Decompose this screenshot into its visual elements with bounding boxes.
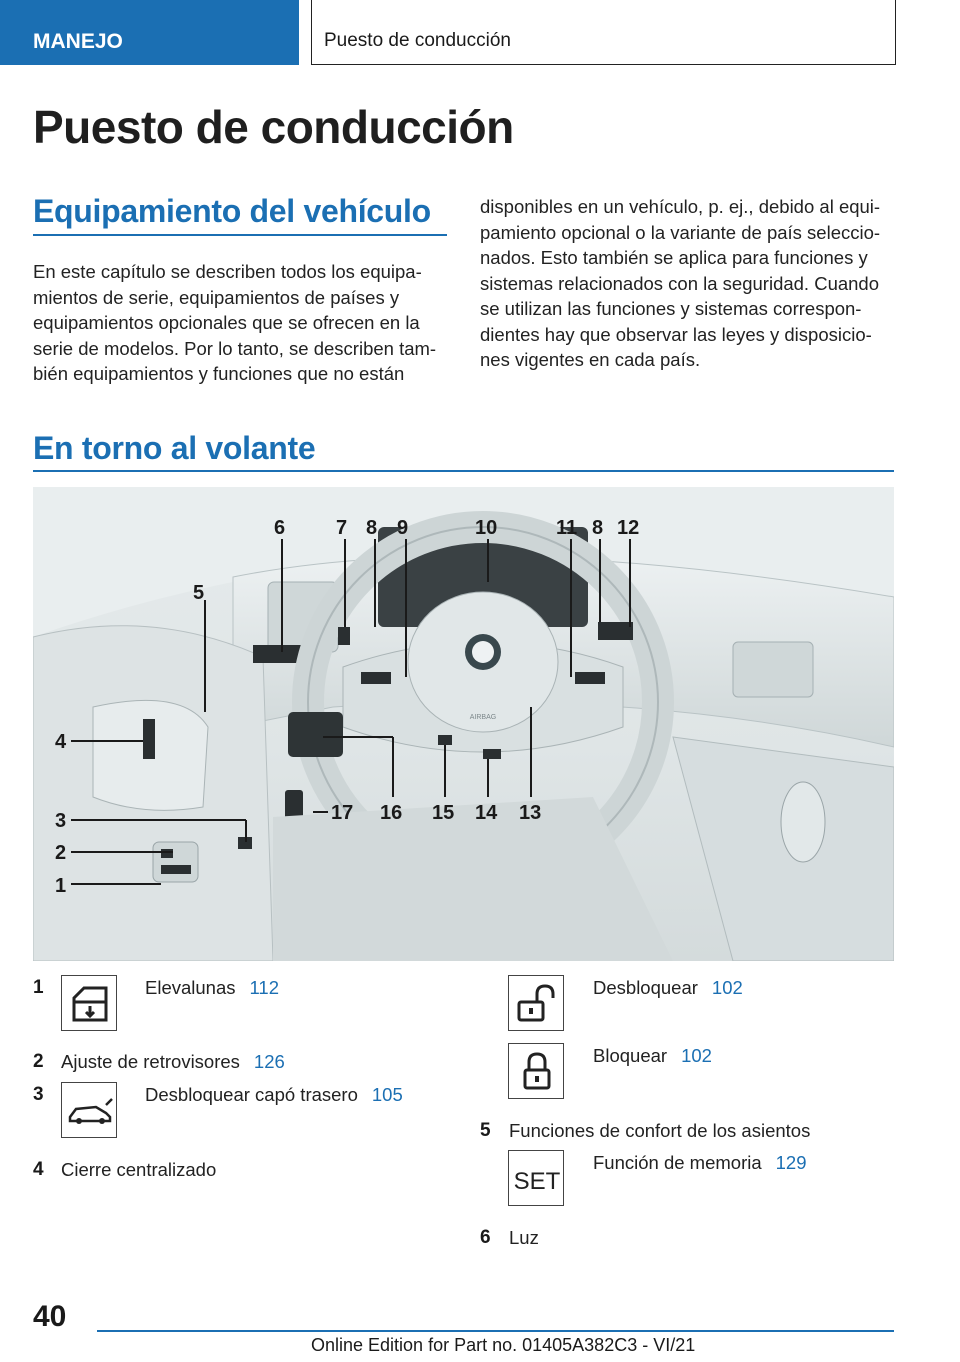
footer-rule bbox=[97, 1330, 894, 1332]
text-line: mientos de serie, equipamientos de países y bbox=[33, 286, 400, 308]
page-ref[interactable]: 105 bbox=[371, 1084, 403, 1105]
item-label: Desbloquear capó trasero bbox=[145, 1084, 358, 1105]
item-label: Funciones de confort de los asientos bbox=[509, 1120, 811, 1141]
callout-9: 9 bbox=[397, 517, 409, 539]
legend-number: 1 bbox=[33, 977, 44, 998]
text-line: dientes hay que observar las leyes y disposicio- bbox=[480, 323, 872, 345]
text-line: se utilizan las funciones y sistemas correspon- bbox=[480, 298, 862, 319]
page-title: Puesto de conducción bbox=[33, 101, 514, 153]
page-ref[interactable]: 112 bbox=[249, 977, 280, 998]
unlock-icon bbox=[508, 975, 564, 1031]
window-lift-icon bbox=[61, 975, 117, 1031]
legend-item-unlock bbox=[593, 977, 743, 999]
text-line: nes vigentes en cada país. bbox=[480, 349, 701, 370]
text-line: nados. Esto también se aplica para funciones y bbox=[480, 247, 868, 268]
intro-col-2 bbox=[480, 194, 880, 373]
intro-col-1 bbox=[33, 259, 436, 387]
callout-12: 12 bbox=[617, 517, 640, 539]
callout-6: 6 bbox=[274, 517, 286, 539]
legend-item-seat-comfort bbox=[509, 1120, 810, 1142]
callout-2: 2 bbox=[55, 842, 67, 864]
door-button bbox=[143, 719, 155, 759]
page-ref[interactable]: 102 bbox=[681, 1045, 712, 1066]
legend-item-window-lift bbox=[145, 977, 279, 999]
airbag-label: AIRBAG bbox=[469, 714, 497, 721]
set-label: SET bbox=[513, 1168, 561, 1195]
text-line: disponibles en un vehículo, p. ej., debido al equi- bbox=[480, 196, 881, 217]
item-label: Bloquear bbox=[593, 1045, 668, 1066]
item-label: Desbloquear bbox=[593, 977, 698, 998]
legend-number: 3 bbox=[33, 1084, 44, 1105]
chapter-header: Puesto de conducción bbox=[311, 0, 896, 65]
item-label: Elevalunas bbox=[145, 977, 236, 998]
callout-4: 4 bbox=[55, 731, 67, 753]
text-line: equipamientos opcionales que se ofrecen en la bbox=[33, 312, 420, 333]
callout-7: 7 bbox=[336, 517, 348, 539]
item-label: Ajuste de retrovisores bbox=[61, 1051, 240, 1072]
text-line: En este capítulo se describen todos los equipa- bbox=[33, 261, 422, 282]
callout-8: 8 bbox=[366, 517, 378, 539]
callout-16: 16 bbox=[380, 802, 403, 824]
legend-number: 6 bbox=[480, 1227, 491, 1248]
callout-10: 10 bbox=[475, 517, 498, 539]
page-number: 40 bbox=[33, 1300, 67, 1333]
text-line: serie de modelos. Por lo tanto, se describen tam- bbox=[33, 337, 437, 359]
callout-17: 17 bbox=[331, 802, 354, 824]
set-button-icon bbox=[508, 1150, 564, 1206]
page-ref[interactable]: 102 bbox=[711, 977, 743, 998]
callout-11: 11 bbox=[556, 517, 578, 539]
section-title-steering: En torno al volante bbox=[33, 430, 316, 466]
page-ref[interactable]: 129 bbox=[775, 1152, 807, 1173]
text-line: pamiento opcional o la variante de país seleccio- bbox=[480, 221, 881, 243]
legend-number: 5 bbox=[480, 1120, 491, 1141]
text-line: bién equipamientos y funciones que no están bbox=[33, 363, 405, 384]
legend-number: 4 bbox=[33, 1159, 44, 1180]
section-tab: MANEJO bbox=[0, 0, 299, 65]
legend-item-lights bbox=[509, 1227, 539, 1249]
callout-13: 13 bbox=[519, 802, 542, 824]
edition-note: Online Edition for Part no. 01405A382C3 - VI/21 bbox=[311, 1335, 696, 1355]
item-label: Luz bbox=[509, 1227, 539, 1248]
trunk-open-icon bbox=[61, 1082, 117, 1138]
legend-number: 2 bbox=[33, 1051, 44, 1072]
section-rule bbox=[33, 470, 894, 472]
legend-item-central-locking bbox=[61, 1159, 216, 1181]
lock-icon bbox=[508, 1043, 564, 1099]
page-ref[interactable]: 126 bbox=[253, 1051, 285, 1072]
legend-item-memory bbox=[593, 1152, 807, 1174]
legend-item-mirror-adjust bbox=[61, 1051, 285, 1073]
section-title-equipment: Equipamiento del vehículo bbox=[33, 193, 431, 229]
legend-item-lock bbox=[593, 1045, 712, 1067]
item-label: Función de memoria bbox=[593, 1152, 762, 1173]
callout-1: 1 bbox=[55, 875, 67, 897]
callout-14: 14 bbox=[475, 802, 498, 824]
item-label: Cierre centralizado bbox=[61, 1159, 217, 1180]
callout-3: 3 bbox=[55, 810, 67, 832]
legend-item-trunk-unlock bbox=[145, 1084, 403, 1106]
callout-15: 15 bbox=[432, 802, 455, 824]
cockpit-drawing bbox=[33, 487, 894, 961]
section-rule bbox=[33, 234, 447, 236]
text-line: sistemas relacionados con la seguridad. Cuando bbox=[480, 272, 880, 294]
callout-8b: 8 bbox=[592, 517, 604, 539]
cockpit-illustration bbox=[33, 487, 894, 961]
callout-5: 5 bbox=[193, 582, 205, 604]
